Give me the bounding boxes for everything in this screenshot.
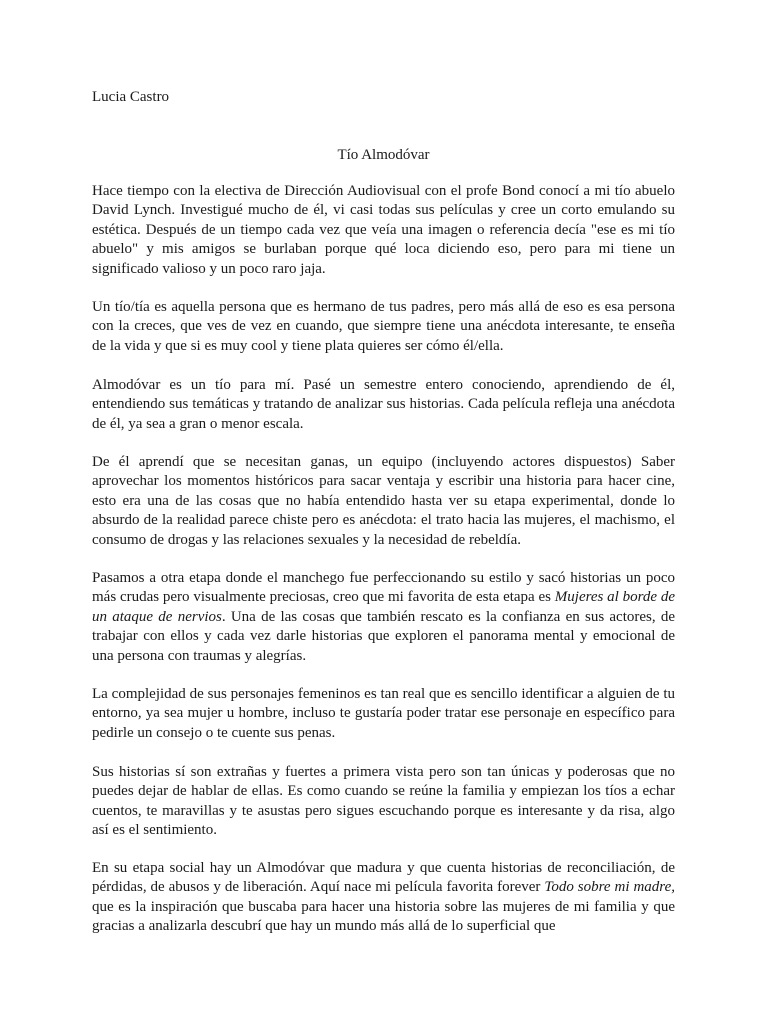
paragraph-8 [92,859,675,937]
paragraph-4: De él aprendí que se necesitan ganas, un equipo (incluyendo actores dispuestos) Saber aprovechar los momentos históricos para sacar ventaja y escribir una historia para hacer cine, esto era una de las cosas que no había entendido hasta ver su etapa experimental, donde lo absurdo de la realidad parece chiste pero es anécdota: el trato hacia las mujeres, el machismo, el consumo de drogas y las relaciones sexuales y la necesidad de rebeldía. [92,454,675,548]
paragraph-5-text-after: . Una de las cosas que también rescato es la confianza en sus actores, de trabajar con ellos y cada vez darle historias que exploren el panorama mental y emocional de una persona con traumas y alegrías. [92,608,676,664]
paragraph-3: Almodóvar es un tío para mí. Pasé un semestre entero conociendo, aprendiendo de él, entendiendo sus temáticas y tratando de analizar sus historias. Cada película refleja una anécdota de él, ya sea a gran o menor escala. [92,377,675,432]
paragraph-5 [92,569,675,666]
document-title: Tío Almodóvar [337,147,430,163]
film-title-mujeres: Mujeres al borde de un ataque de nervios [92,589,675,625]
author-name: Lucia Castro [92,89,170,105]
film-title-todo-sobre-mi-madre: Todo sobre mi madre, [544,879,675,896]
paragraph-7: Sus historias sí son extrañas y fuertes a primera vista pero son tan únicas y poderosas que no puedes dejar de hablar de ellas. Es como cuando se reúne la familia y empiezan los tíos a echar cuentos, te maravillas y te asustas pero sigues escuchando porque es interesante y da risa, algo así es el sentimiento. [92,764,675,839]
paragraph-8-text-after: que es la inspiración que buscaba para hacer una historia sobre las mujeres de mi familia y que gracias a analizarla descubrí que hay un mundo más allá de lo superficial que [92,898,675,935]
paragraph-2: Un tío/tía es aquella persona que es hermano de tus padres, pero más allá de eso es esa persona con la creces, que ves de vez en cuando, que siempre tiene una anécdota interesante, te enseña de la vida y que si es muy cool y tiene plata quieres ser cómo él/ella. [92,299,675,354]
paragraph-6: La complejidad de sus personajes femeninos es tan real que es sencillo identificar a alguien de tu entorno, ya sea mujer u hombre, incluso te gustaría poder tratar ese personaje en específico para pedirle un consejo o te cuente sus penas. [92,686,675,741]
paragraph-5-text-before: Pasamos a otra etapa donde el manchego fue perfeccionando su estilo y sacó historias un poco más crudas pero visualmente preciosas, creo que mi favorita de esta etapa es [92,570,675,606]
paragraph-1: Hace tiempo con la electiva de Dirección Audiovisual con el profe Bond conocí a mi tío abuelo David Lynch. Investigué mucho de él, vi casi todas sus películas y cree un corto emulando su estética. Después de un tiempo cada vez que veía una imagen o referencia decía "ese es mi tío abuelo" y mis amigos se burlaban porque qué loca diciendo eso, pero para mi tiene un significado valioso y un poco raro jaja. [92,183,675,277]
paragraph-8-text-before: En su etapa social hay un Almodóvar que madura y que cuenta historias de reconciliación, de pérdidas, de abusos y de liberación. Aquí nace mi película favorita forever [92,860,675,896]
